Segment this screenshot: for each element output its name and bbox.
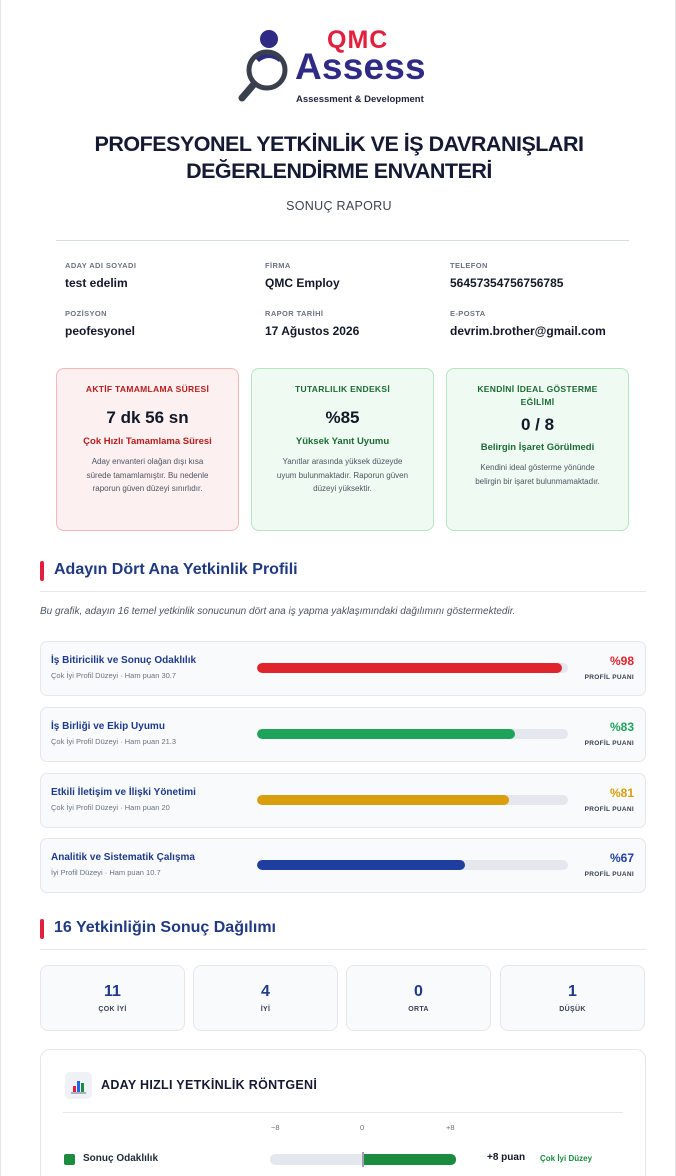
scale-mid-label: 0: [360, 1123, 365, 1132]
logo-qmc-text: QMC: [327, 26, 389, 54]
profile-section-description: Bu grafik, adayın 16 temel yetkinlik sonucunun dört ana iş yapma yaklaşımındaki dağılımını göstermektedir.: [40, 606, 516, 617]
profile-name: İş Bitiricilik ve Sonuç Odaklılık: [51, 655, 197, 666]
profile-row: [40, 707, 646, 762]
card-description-line: uyum bulunmaktadır. Raporun güven: [276, 470, 409, 480]
card-title: [457, 383, 618, 409]
social-desirability-card: [446, 368, 629, 531]
info-label: ADAY ADI SOYADI: [65, 261, 137, 270]
distribution-good: [193, 965, 338, 1031]
report-subtitle: SONUÇ RAPORU: [286, 199, 392, 213]
card-description: [262, 455, 423, 496]
profile-score-label: PROFİL PUANI: [584, 806, 634, 813]
card-description-line: belirgin bir işaret bulunmamaktadır.: [475, 476, 600, 486]
card-description-line: düzeyi yüksektir.: [313, 484, 372, 493]
section-accent-bar: [40, 919, 44, 939]
card-description-line: raporun güven düzeyi sınırlıdır.: [92, 484, 203, 493]
info-label: RAPOR TARİHİ: [265, 309, 324, 318]
info-label: TELEFON: [450, 261, 488, 270]
info-label: E-POSTA: [450, 309, 486, 318]
profile-meta: Çok İyi Profil Düzeyi · Ham puan 21.3: [51, 737, 177, 746]
profile-meta: İyi Profil Düzeyi · Ham puan 10.7: [51, 868, 161, 877]
card-title: TUTARLILIK ENDEKSİ: [295, 384, 390, 394]
report-title: [21, 131, 657, 185]
xray-points: +8 puan: [487, 1152, 526, 1163]
card-description-line: Yanıtlar arasında yüksek düzeyde: [282, 457, 403, 466]
profile-percent: %81: [609, 786, 634, 800]
card-title-line: KENDİNİ İDEAL GÖSTERME: [477, 384, 598, 394]
section-title-text: Adayın Dört Ana Yetkinlik Profili: [54, 561, 298, 578]
profile-name: Etkili İletişim ve İlişki Yönetimi: [51, 787, 196, 798]
xray-score-fill: [363, 1154, 456, 1165]
quick-competency-xray-panel: [40, 1049, 646, 1176]
distribution-count: 1: [568, 983, 577, 1000]
report-title-line-2: DEĞERLENDİRME ENVANTERİ: [186, 159, 492, 183]
xray-competency-name: Sonuç Odaklılık: [83, 1153, 159, 1164]
info-value: 17 Ağustos 2026: [265, 324, 360, 338]
profile-score-fill: [257, 729, 515, 739]
info-email: [450, 309, 606, 338]
distribution-count: 0: [414, 983, 423, 1000]
card-value: 7 dk 56 sn: [106, 408, 189, 427]
distribution-count: 11: [104, 983, 121, 1000]
distribution-label: DÜŞÜK: [559, 1006, 586, 1013]
profile-row: [40, 773, 646, 828]
profile-score-fill: [257, 860, 465, 870]
divider: [63, 1112, 623, 1113]
logo-assess-text: Assess: [295, 46, 426, 87]
scale-max-label: +8: [446, 1123, 455, 1132]
distribution-label: ÇOK İYİ: [98, 1006, 127, 1013]
profile-score-track: [257, 729, 568, 739]
profile-meta: Çok İyi Profil Düzeyi · Ham puan 30.7: [51, 671, 177, 680]
card-value: 0 / 8: [520, 415, 555, 434]
card-status: Çok Hızlı Tamamlama Süresi: [83, 436, 212, 447]
card-description: [457, 461, 618, 488]
info-phone: [450, 261, 563, 290]
info-candidate-name: [65, 261, 136, 290]
profile-meta: Çok İyi Profil Düzeyi · Ham puan 20: [51, 803, 170, 812]
profile-score-label: PROFİL PUANI: [584, 674, 634, 681]
profile-percent: %98: [609, 654, 634, 668]
completion-time-card: [56, 368, 239, 531]
info-position: [65, 309, 135, 338]
card-title-line: EĞİLİMİ: [520, 397, 555, 407]
info-value: QMC Employ: [265, 276, 340, 290]
card-title: AKTİF TAMAMLAMA SÜRESİ: [85, 384, 210, 394]
xray-title: ADAY HIZLI YETKİNLİK RÖNTGENİ: [101, 1078, 318, 1092]
info-value: devrim.brother@gmail.com: [450, 324, 606, 338]
section-title-text: 16 Yetkinliğin Sonuç Dağılımı: [54, 919, 276, 936]
bar-chart-icon: [65, 1072, 92, 1099]
distribution-label: İYİ: [260, 1006, 271, 1013]
qmc-assess-logo: [237, 24, 457, 108]
divider: [40, 949, 646, 950]
consistency-index-card: [251, 368, 434, 531]
info-value: peofesyonel: [65, 324, 136, 338]
profile-row: [40, 641, 646, 696]
info-value: 56457354756756785: [450, 276, 564, 290]
distribution-very-good: [40, 965, 185, 1031]
card-status: Belirgin İşaret Görülmedi: [480, 442, 595, 453]
info-report-date: [265, 309, 359, 338]
distribution-label: ORTA: [408, 1006, 429, 1013]
card-status: Yüksek Yanıt Uyumu: [295, 436, 390, 447]
profile-score-fill: [257, 795, 509, 805]
distribution-medium: [346, 965, 491, 1031]
profile-percent: %83: [609, 720, 634, 734]
distribution-low: [500, 965, 645, 1031]
profile-score-fill: [257, 663, 562, 673]
status-dot: [64, 1154, 75, 1165]
profile-name: İş Birliği ve Ekip Uyumu: [51, 721, 165, 732]
card-description-line: Aday envanteri olağan dışı kısa: [91, 457, 204, 466]
card-description-line: Kendini ideal gösterme yönünde: [480, 463, 595, 472]
distribution-section-title: [40, 919, 276, 937]
profile-row: [40, 838, 646, 893]
info-label: POZİSYON: [65, 309, 107, 318]
xray-score-track: [270, 1154, 456, 1165]
profile-percent: %67: [609, 851, 634, 865]
profile-score-track: [257, 860, 568, 870]
profile-score-label: PROFİL PUANI: [584, 871, 634, 878]
card-description-line: sürede tamamlamıştır. Bu nedenle: [86, 470, 209, 480]
info-label: FİRMA: [265, 261, 291, 270]
info-value: test edelim: [65, 276, 128, 290]
info-company: [265, 261, 340, 290]
report-title-line-1: PROFESYONEL YETKİNLİK VE İŞ DAVRANIŞLARI: [94, 132, 584, 156]
magnifier-person-icon: [237, 24, 297, 104]
xray-level: Çok İyi Düzey: [540, 1154, 593, 1163]
logo-tagline: Assessment & Development: [296, 94, 424, 105]
divider: [40, 591, 646, 592]
profile-score-track: [257, 795, 568, 805]
profile-section-title: [40, 561, 298, 579]
distribution-count: 4: [261, 983, 270, 1000]
scale-min-label: −8: [271, 1123, 280, 1132]
card-value: %85: [325, 408, 360, 427]
divider: [56, 240, 629, 241]
section-accent-bar: [40, 561, 44, 581]
profile-score-track: [257, 663, 568, 673]
profile-name: Analitik ve Sistematik Çalışma: [51, 852, 195, 863]
card-description: [67, 455, 228, 496]
xray-zero-marker: [362, 1152, 364, 1167]
profile-score-label: PROFİL PUANI: [584, 740, 634, 747]
